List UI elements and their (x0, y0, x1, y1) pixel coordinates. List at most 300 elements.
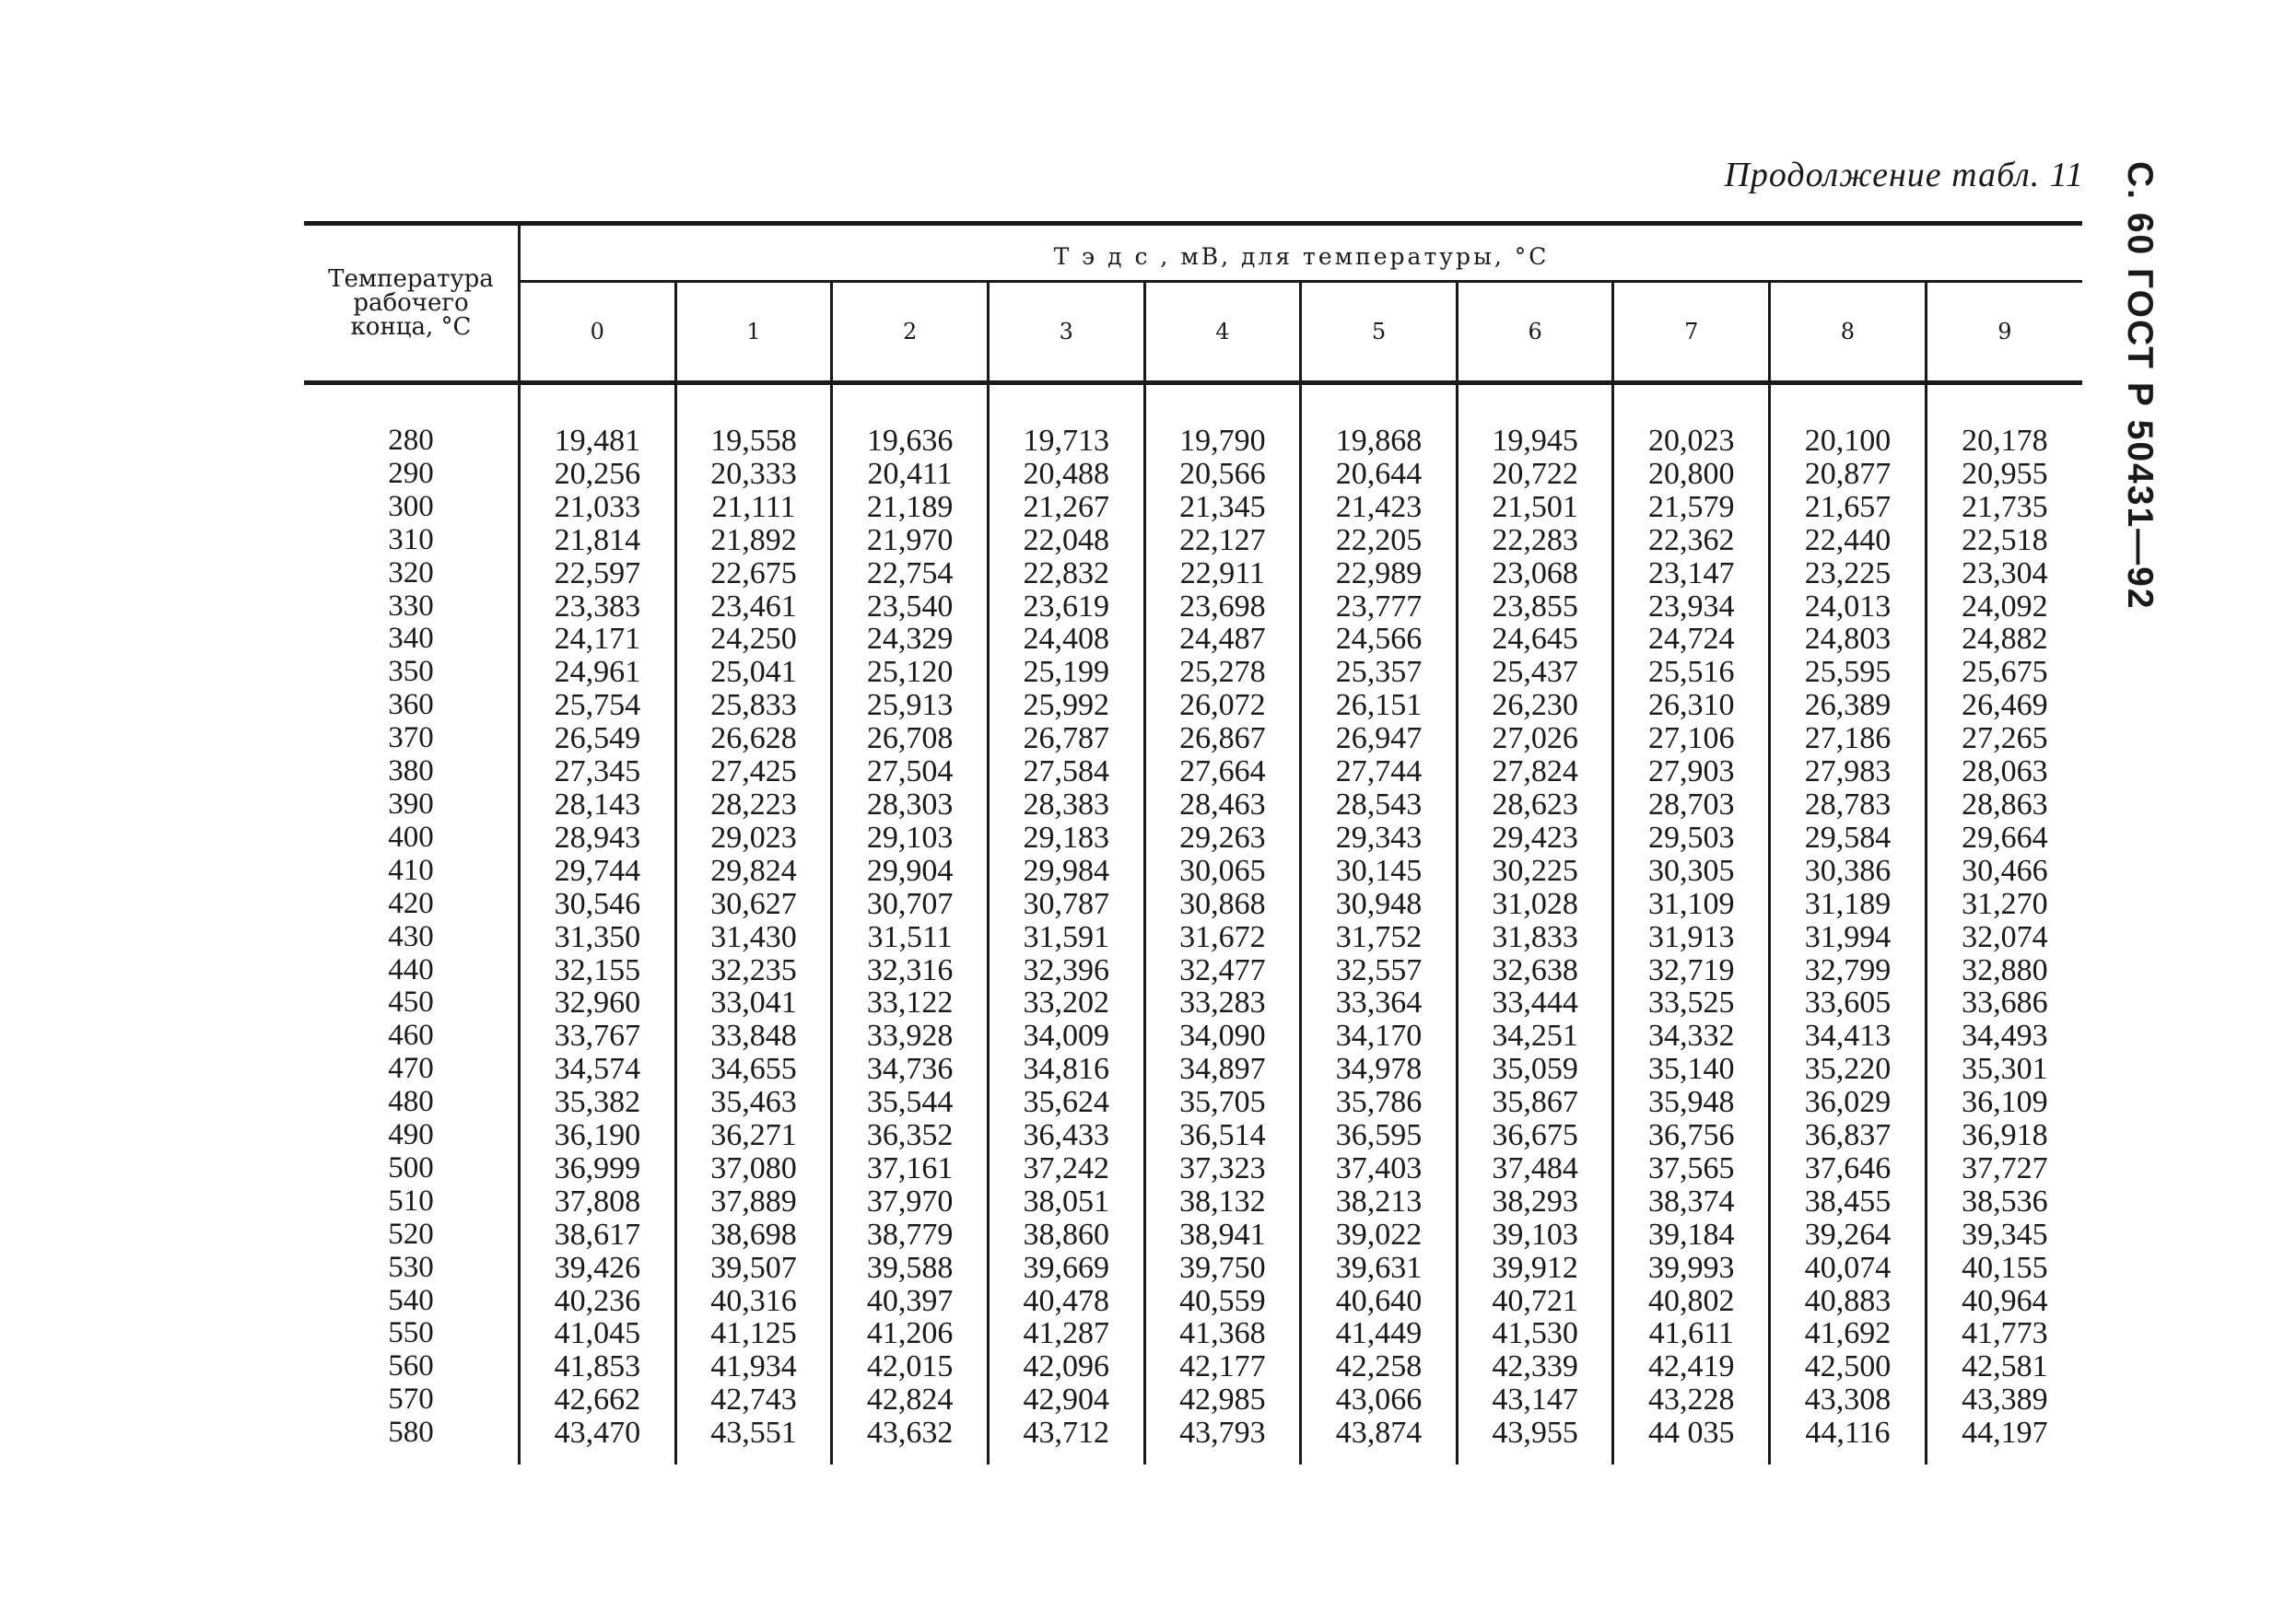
emf-value-cell: 25,754 (520, 689, 676, 722)
emf-value-cell: 31,028 (1457, 888, 1613, 921)
emf-value-cell: 30,065 (1144, 855, 1301, 888)
emf-value-cell: 40,640 (1301, 1285, 1458, 1318)
emf-value-cell: 27,186 (1770, 722, 1927, 755)
emf-value-cell: 38,698 (675, 1219, 832, 1252)
emf-value-cell: 24,724 (1613, 623, 1770, 656)
emf-value-cell: 32,316 (832, 954, 989, 987)
emf-value-cell: 39,631 (1301, 1252, 1458, 1285)
row-temperature: 550 (304, 1317, 520, 1350)
emf-value-cell: 36,029 (1770, 1086, 1927, 1119)
emf-value-cell: 40,964 (1962, 1283, 2048, 1318)
emf-value-cell: 24,961 (520, 656, 676, 689)
row-temperature: 280 (304, 383, 520, 458)
emf-value-cell: 25,675 (1962, 655, 2048, 690)
emf-value-cell: 31,430 (675, 921, 832, 954)
emf-value-cell: 39,345 (1962, 1217, 2048, 1252)
emf-value-cell: 40,155 (1962, 1250, 2048, 1285)
emf-value-cell: 22,205 (1301, 524, 1458, 557)
row-temperature: 490 (304, 1119, 520, 1152)
emf-value-cell: 19,790 (1144, 383, 1301, 458)
row-header-line: Температура (328, 265, 494, 293)
emf-value-cell: 24,487 (1144, 623, 1301, 656)
emf-value-cell: 36,918 (1962, 1118, 2048, 1153)
emf-value-cell: 43,793 (1144, 1417, 1301, 1464)
table-row (304, 383, 2082, 458)
emf-value-cell: 35,140 (1613, 1053, 1770, 1086)
emf-value-cell: 20,411 (832, 458, 989, 491)
emf-value-cell: 25,278 (1144, 656, 1301, 689)
emf-value-cell: 36,675 (1457, 1119, 1613, 1152)
row-temperature: 530 (304, 1252, 520, 1285)
column-header-7: 7 (1613, 282, 1770, 383)
emf-value-cell: 28,623 (1457, 788, 1613, 822)
emf-value-cell: 35,220 (1770, 1053, 1927, 1086)
emf-value-cell: 43,632 (832, 1417, 989, 1464)
row-temperature: 340 (304, 623, 520, 656)
emf-value-cell: 31,511 (832, 921, 989, 954)
emf-value-cell: 40,478 (988, 1285, 1144, 1318)
emf-value-cell: 30,787 (988, 888, 1144, 921)
emf-value-cell: 30,466 (1962, 853, 2048, 888)
emf-value-cell: 26,230 (1457, 689, 1613, 722)
table-row (304, 656, 2082, 689)
table-row (304, 1020, 2082, 1053)
emf-value-cell: 41,206 (832, 1317, 989, 1350)
emf-value-cell: 20,488 (988, 458, 1144, 491)
emf-value-cell: 19,481 (520, 383, 676, 458)
emf-value-cell: 28,303 (832, 788, 989, 822)
emf-value-cell: 38,455 (1770, 1185, 1927, 1219)
table-row (304, 689, 2082, 722)
row-temperature: 500 (304, 1152, 520, 1185)
emf-value-cell: 30,145 (1301, 855, 1458, 888)
emf-value-cell: 31,752 (1301, 921, 1458, 954)
emf-value-cell: 40,559 (1144, 1285, 1301, 1318)
emf-value-cell: 42,824 (832, 1383, 989, 1417)
column-header-3: 3 (988, 282, 1144, 383)
emf-value-cell: 34,655 (675, 1053, 832, 1086)
emf-value-cell: 41,368 (1144, 1317, 1301, 1350)
emf-value-cell: 23,461 (675, 590, 832, 624)
emf-value-cell: 34,574 (520, 1053, 676, 1086)
emf-value-cell: 20,333 (675, 458, 832, 491)
column-header-2: 2 (832, 282, 989, 383)
emf-value-cell: 32,638 (1457, 954, 1613, 987)
emf-value-cell: 37,808 (520, 1185, 676, 1219)
emf-value-cell: 25,833 (675, 689, 832, 722)
emf-value-cell: 21,345 (1144, 491, 1301, 524)
emf-value-cell: 28,943 (520, 822, 676, 855)
emf-value-cell: 21,970 (832, 524, 989, 557)
emf-value-cell: 33,605 (1770, 986, 1927, 1020)
page-running-header: С. 60 ГОСТ Р 50431—92 (2120, 161, 2160, 611)
emf-value-cell: 34,009 (988, 1020, 1144, 1053)
emf-value-cell: 29,023 (675, 822, 832, 855)
emf-value-cell: 37,889 (675, 1185, 832, 1219)
table-row (304, 788, 2082, 822)
table-row (304, 1317, 2082, 1350)
emf-value-cell: 39,264 (1770, 1219, 1927, 1252)
emf-value-cell: 23,068 (1457, 557, 1613, 590)
emf-value-cell: 42,015 (832, 1350, 989, 1383)
emf-value-cell: 44 035 (1613, 1417, 1770, 1464)
emf-value-cell: 39,103 (1457, 1219, 1613, 1252)
emf-value-cell: 22,597 (520, 557, 676, 590)
emf-value-cell: 24,013 (1770, 590, 1927, 624)
emf-value-cell: 42,419 (1613, 1350, 1770, 1383)
emf-value-cell: 42,743 (675, 1383, 832, 1417)
emf-value-cell: 29,744 (520, 855, 676, 888)
emf-value-cell: 29,183 (988, 822, 1144, 855)
emf-value-cell: 38,536 (1962, 1184, 2048, 1219)
emf-value-cell: 29,103 (832, 822, 989, 855)
emf-value-cell: 41,045 (520, 1317, 676, 1350)
emf-value-cell: 39,912 (1457, 1252, 1613, 1285)
emf-value-cell: 32,557 (1301, 954, 1458, 987)
emf-value-cell: 31,591 (988, 921, 1144, 954)
emf-value-cell: 40,397 (832, 1285, 989, 1318)
emf-value-cell: 19,945 (1457, 383, 1613, 458)
emf-value-cell: 27,345 (520, 755, 676, 788)
emf-value-cell: 39,022 (1301, 1219, 1458, 1252)
emf-value-cell: 21,033 (520, 491, 676, 524)
emf-value-cell: 34,332 (1613, 1020, 1770, 1053)
emf-value-cell: 35,948 (1613, 1086, 1770, 1119)
emf-value-cell: 20,722 (1457, 458, 1613, 491)
emf-value-cell: 24,645 (1457, 623, 1613, 656)
emf-value-cell: 23,147 (1613, 557, 1770, 590)
emf-value-cell: 19,636 (832, 383, 989, 458)
table-row (304, 722, 2082, 755)
column-header-4: 4 (1144, 282, 1301, 383)
emf-value-cell: 27,584 (988, 755, 1144, 788)
emf-value-cell: 27,106 (1613, 722, 1770, 755)
emf-value-cell: 38,051 (988, 1185, 1144, 1219)
emf-value-cell: 40,883 (1770, 1285, 1927, 1318)
table-row (304, 1086, 2082, 1119)
emf-value-cell: 41,287 (988, 1317, 1144, 1350)
emf-value-cell: 22,518 (1962, 522, 2048, 557)
table-row (304, 1152, 2082, 1185)
emf-value-cell: 30,546 (520, 888, 676, 921)
emf-value-cell: 25,199 (988, 656, 1144, 689)
emf-value-cell: 42,985 (1144, 1383, 1301, 1417)
row-temperature: 450 (304, 986, 520, 1020)
row-temperature: 560 (304, 1350, 520, 1383)
emf-value-cell: 24,882 (1962, 622, 2048, 657)
emf-value-cell: 35,301 (1962, 1052, 2048, 1087)
emf-value-cell: 31,672 (1144, 921, 1301, 954)
emf-table-body (304, 383, 2082, 1465)
emf-value-cell: 31,833 (1457, 921, 1613, 954)
emf-value-cell: 35,463 (675, 1086, 832, 1119)
row-temperature: 390 (304, 788, 520, 822)
table-row (304, 1053, 2082, 1086)
emf-table (304, 221, 2082, 1464)
emf-value-cell: 30,948 (1301, 888, 1458, 921)
emf-value-cell: 20,023 (1613, 383, 1770, 458)
emf-value-cell: 38,213 (1301, 1185, 1458, 1219)
emf-value-cell: 26,389 (1770, 689, 1927, 722)
row-temperature: 520 (304, 1219, 520, 1252)
table-row (304, 1119, 2082, 1152)
emf-value-cell: 29,824 (675, 855, 832, 888)
table-row (304, 1350, 2082, 1383)
emf-value-cell: 39,669 (988, 1252, 1144, 1285)
emf-value-cell: 38,293 (1457, 1185, 1613, 1219)
emf-value-cell: 38,617 (520, 1219, 676, 1252)
emf-value-cell: 34,816 (988, 1053, 1144, 1086)
emf-value-cell: 36,595 (1301, 1119, 1458, 1152)
emf-value-cell: 28,063 (1962, 754, 2048, 789)
emf-value-cell: 35,867 (1457, 1086, 1613, 1119)
emf-value-cell: 38,941 (1144, 1219, 1301, 1252)
emf-value-cell: 40,074 (1770, 1252, 1927, 1285)
emf-value-cell: 31,109 (1613, 888, 1770, 921)
emf-value-cell: 31,270 (1962, 886, 2048, 921)
row-temperature: 410 (304, 855, 520, 888)
emf-value-cell: 22,127 (1144, 524, 1301, 557)
row-temperature: 380 (304, 755, 520, 788)
emf-value-cell: 43,228 (1613, 1383, 1770, 1417)
emf-value-cell: 23,855 (1457, 590, 1613, 624)
emf-value-cell: 26,072 (1144, 689, 1301, 722)
emf-value-cell: 22,989 (1301, 557, 1458, 590)
emf-value-cell: 26,151 (1301, 689, 1458, 722)
emf-value-cell: 41,773 (1962, 1316, 2048, 1351)
emf-value-cell: 28,863 (1962, 787, 2048, 822)
emf-value-cell: 23,777 (1301, 590, 1458, 624)
emf-value-cell: 25,357 (1301, 656, 1458, 689)
emf-value-cell: 23,540 (832, 590, 989, 624)
emf-value-cell: 22,283 (1457, 524, 1613, 557)
emf-value-cell: 39,426 (520, 1252, 676, 1285)
emf-value-cell: 33,928 (832, 1020, 989, 1053)
row-temperature: 440 (304, 954, 520, 987)
row-header-line: рабочего (353, 289, 469, 317)
emf-value-cell: 43,874 (1301, 1417, 1458, 1464)
emf-value-cell: 43,551 (675, 1417, 832, 1464)
table-row (304, 623, 2082, 656)
emf-value-cell: 23,934 (1613, 590, 1770, 624)
row-temperature: 460 (304, 1020, 520, 1053)
emf-value-cell: 32,074 (1962, 919, 2048, 954)
row-temperature: 330 (304, 590, 520, 624)
row-header-line: конца, °C (350, 313, 472, 341)
emf-value-cell: 33,767 (520, 1020, 676, 1053)
emf-value-cell: 36,271 (675, 1119, 832, 1152)
emf-value-cell: 43,955 (1457, 1417, 1613, 1464)
emf-value-cell: 42,904 (988, 1383, 1144, 1417)
table-continuation-caption: Продолжение табл. 11 (1724, 156, 2084, 194)
emf-value-cell: 22,440 (1770, 524, 1927, 557)
emf-value-cell: 24,171 (520, 623, 676, 656)
table-row (304, 921, 2082, 954)
emf-value-cell: 28,463 (1144, 788, 1301, 822)
emf-value-cell: 35,705 (1144, 1086, 1301, 1119)
table-row (304, 1417, 2082, 1464)
table-row (304, 954, 2082, 987)
emf-value-cell: 35,624 (988, 1086, 1144, 1119)
column-header-8: 8 (1770, 282, 1927, 383)
emf-value-cell: 26,628 (675, 722, 832, 755)
row-temperature: 320 (304, 557, 520, 590)
emf-value-cell: 21,735 (1962, 489, 2048, 524)
emf-value-cell: 24,250 (675, 623, 832, 656)
row-temperature: 510 (304, 1185, 520, 1219)
emf-value-cell: 21,111 (675, 491, 832, 524)
table-row (304, 590, 2082, 624)
emf-value-cell: 38,860 (988, 1219, 1144, 1252)
table-row (304, 1285, 2082, 1318)
row-temperature: 430 (304, 921, 520, 954)
emf-value-cell: 37,727 (1962, 1150, 2048, 1185)
emf-value-cell: 34,736 (832, 1053, 989, 1086)
table-row (304, 491, 2082, 524)
emf-value-cell: 34,897 (1144, 1053, 1301, 1086)
emf-value-cell: 43,308 (1770, 1383, 1927, 1417)
emf-value-cell: 43,147 (1457, 1383, 1613, 1417)
emf-value-cell: 41,934 (675, 1350, 832, 1383)
emf-value-cell: 39,750 (1144, 1252, 1301, 1285)
row-temperature: 540 (304, 1285, 520, 1318)
emf-value-cell: 23,225 (1770, 557, 1927, 590)
emf-value-cell: 42,096 (988, 1350, 1144, 1383)
emf-value-cell: 41,611 (1613, 1317, 1770, 1350)
emf-value-cell: 21,189 (832, 491, 989, 524)
emf-value-cell: 38,779 (832, 1219, 989, 1252)
emf-value-cell: 20,800 (1613, 458, 1770, 491)
table-row (304, 1252, 2082, 1285)
emf-value-cell: 23,383 (520, 590, 676, 624)
emf-value-cell: 38,374 (1613, 1185, 1770, 1219)
table-row (304, 1219, 2082, 1252)
emf-value-cell: 42,339 (1457, 1350, 1613, 1383)
emf-value-cell: 25,992 (988, 689, 1144, 722)
emf-value-cell: 24,408 (988, 623, 1144, 656)
emf-value-cell: 26,549 (520, 722, 676, 755)
emf-value-cell: 26,310 (1613, 689, 1770, 722)
emf-value-cell: 23,698 (1144, 590, 1301, 624)
emf-value-cell: 41,853 (520, 1350, 676, 1383)
emf-value-cell: 25,041 (675, 656, 832, 689)
emf-value-cell: 29,664 (1962, 820, 2048, 855)
emf-value-cell: 27,504 (832, 755, 989, 788)
emf-value-cell: 34,170 (1301, 1020, 1458, 1053)
emf-value-cell: 39,184 (1613, 1219, 1770, 1252)
emf-value-cell: 32,880 (1962, 952, 2048, 987)
emf-value-cell: 30,627 (675, 888, 832, 921)
emf-value-cell: 29,584 (1770, 822, 1927, 855)
emf-value-cell: 20,877 (1770, 458, 1927, 491)
emf-value-cell: 39,993 (1613, 1252, 1770, 1285)
emf-value-cell: 23,619 (988, 590, 1144, 624)
emf-value-cell: 36,999 (520, 1152, 676, 1185)
emf-value-cell: 32,719 (1613, 954, 1770, 987)
table-row (304, 1383, 2082, 1417)
emf-value-cell: 44,116 (1770, 1417, 1927, 1464)
emf-value-cell: 36,109 (1962, 1085, 2048, 1120)
emf-value-cell: 28,543 (1301, 788, 1458, 822)
column-header-5: 5 (1301, 282, 1458, 383)
emf-value-cell: 33,122 (832, 986, 989, 1020)
emf-value-cell: 32,235 (675, 954, 832, 987)
emf-value-cell: 25,595 (1770, 656, 1927, 689)
row-temperature: 480 (304, 1086, 520, 1119)
emf-value-cell: 22,675 (675, 557, 832, 590)
emf-value-cell: 29,503 (1613, 822, 1770, 855)
emf-value-cell: 27,265 (1962, 721, 2048, 756)
emf-value-cell: 28,783 (1770, 788, 1927, 822)
emf-value-cell: 30,225 (1457, 855, 1613, 888)
emf-value-cell: 22,832 (988, 557, 1144, 590)
emf-value-cell: 43,712 (988, 1417, 1144, 1464)
row-temperature: 420 (304, 888, 520, 921)
emf-value-cell: 33,283 (1144, 986, 1301, 1020)
emf-value-cell: 31,350 (520, 921, 676, 954)
table-row (304, 524, 2082, 557)
emf-value-cell: 32,396 (988, 954, 1144, 987)
emf-value-cell: 31,913 (1613, 921, 1770, 954)
emf-value-cell: 35,786 (1301, 1086, 1458, 1119)
emf-value-cell: 26,469 (1962, 688, 2048, 723)
row-temperature: 310 (304, 524, 520, 557)
emf-value-cell: 29,263 (1144, 822, 1301, 855)
emf-value-cell: 37,161 (832, 1152, 989, 1185)
emf-value-cell: 25,516 (1613, 656, 1770, 689)
emf-value-cell: 42,581 (1962, 1349, 2048, 1384)
emf-value-cell: 30,868 (1144, 888, 1301, 921)
emf-value-cell: 37,970 (832, 1185, 989, 1219)
emf-value-cell: 21,814 (520, 524, 676, 557)
emf-value-cell: 36,837 (1770, 1119, 1927, 1152)
emf-value-cell: 25,120 (832, 656, 989, 689)
emf-value-cell: 43,389 (1962, 1383, 2048, 1418)
emf-value-cell: 27,983 (1770, 755, 1927, 788)
emf-value-cell: 35,059 (1457, 1053, 1613, 1086)
emf-value-cell: 39,507 (675, 1252, 832, 1285)
emf-value-cell: 20,178 (1962, 424, 2048, 458)
emf-value-cell: 37,565 (1613, 1152, 1770, 1185)
emf-value-cell: 32,155 (520, 954, 676, 987)
emf-value-cell: 36,756 (1613, 1119, 1770, 1152)
emf-value-cell: 43,470 (520, 1417, 676, 1464)
emf-value-cell: 39,588 (832, 1252, 989, 1285)
emf-value-cell: 41,449 (1301, 1317, 1458, 1350)
emf-value-cell: 22,911 (1144, 557, 1301, 590)
emf-value-cell: 33,041 (675, 986, 832, 1020)
emf-value-cell: 24,566 (1301, 623, 1458, 656)
row-temperature: 290 (304, 458, 520, 491)
emf-value-cell: 30,305 (1613, 855, 1770, 888)
emf-value-cell: 20,566 (1144, 458, 1301, 491)
emf-value-cell: 40,721 (1457, 1285, 1613, 1318)
emf-value-cell: 36,433 (988, 1119, 1144, 1152)
emf-value-cell: 29,423 (1457, 822, 1613, 855)
table-row (304, 458, 2082, 491)
emf-value-cell: 27,744 (1301, 755, 1458, 788)
emf-value-cell: 29,984 (988, 855, 1144, 888)
emf-value-cell: 41,692 (1770, 1317, 1927, 1350)
emf-value-cell: 21,501 (1457, 491, 1613, 524)
emf-value-cell: 20,100 (1770, 383, 1927, 458)
emf-value-cell: 27,425 (675, 755, 832, 788)
emf-value-cell: 35,382 (520, 1086, 676, 1119)
emf-value-cell: 26,708 (832, 722, 989, 755)
emf-value-cell: 24,803 (1770, 623, 1927, 656)
row-temperature: 470 (304, 1053, 520, 1086)
emf-value-cell: 41,530 (1457, 1317, 1613, 1350)
